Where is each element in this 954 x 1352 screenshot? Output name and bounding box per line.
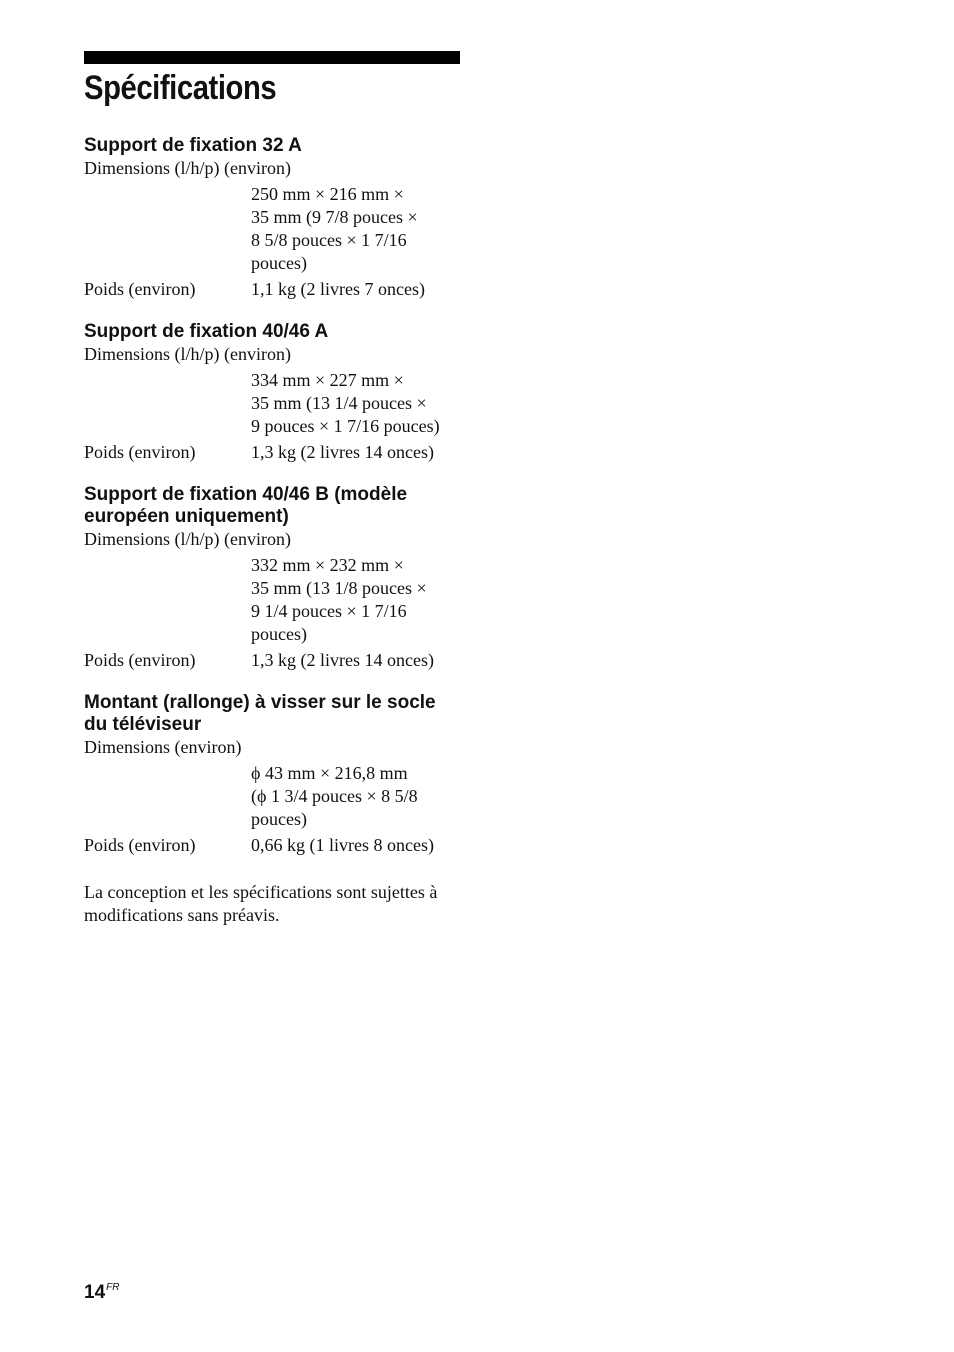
weight-value: 0,66 kg (1 livres 8 onces) bbox=[251, 835, 434, 855]
section-heading: Montant (rallonge) à visser sur le socle du téléviseur bbox=[84, 692, 436, 735]
dimensions-line: 250 mm × 216 mm × bbox=[251, 184, 404, 204]
dimensions-value bbox=[251, 554, 464, 646]
spec-section-32a bbox=[84, 135, 464, 301]
dimensions-line: 334 mm × 227 mm × bbox=[251, 370, 404, 390]
page-number-value: 14 bbox=[84, 1282, 106, 1303]
spec-section-extension-post bbox=[84, 692, 464, 857]
dimensions-line: ϕ 43 mm × 216,8 mm bbox=[251, 763, 408, 783]
weight-label: Poids (environ) bbox=[84, 279, 196, 299]
weight-label: Poids (environ) bbox=[84, 442, 196, 462]
dimensions-line: 8 5/8 pouces × 1 7/16 bbox=[251, 230, 407, 250]
weight-label: Poids (environ) bbox=[84, 650, 196, 670]
weight-row bbox=[84, 441, 464, 464]
dimensions-line: pouces) bbox=[251, 624, 307, 644]
dimensions-line: 35 mm (13 1/8 pouces × bbox=[251, 578, 427, 598]
dimensions-line: 9 pouces × 1 7/16 pouces) bbox=[251, 416, 440, 436]
section-heading: Support de fixation 40/46 B (modèle européen uniquement) bbox=[84, 484, 408, 527]
title-rule bbox=[84, 51, 460, 64]
dimensions-label: Dimensions (l/h/p) (environ) bbox=[84, 344, 291, 364]
dimensions-label: Dimensions (environ) bbox=[84, 737, 242, 757]
page-language-suffix: FR bbox=[106, 1282, 120, 1293]
weight-row bbox=[84, 649, 464, 672]
spec-section-40-46b bbox=[84, 484, 464, 672]
dimensions-value bbox=[251, 369, 464, 438]
weight-value: 1,3 kg (2 livres 14 onces) bbox=[251, 650, 434, 670]
section-heading: Support de fixation 32 A bbox=[84, 135, 302, 156]
dimensions-label: Dimensions (l/h/p) (environ) bbox=[84, 529, 291, 549]
dimensions-line: pouces) bbox=[251, 809, 307, 829]
specifications-list bbox=[84, 135, 464, 927]
dimensions-line: pouces) bbox=[251, 253, 307, 273]
weight-value: 1,3 kg (2 livres 14 onces) bbox=[251, 442, 434, 462]
dimensions-line: 332 mm × 232 mm × bbox=[251, 555, 404, 575]
dimensions-line: (ϕ 1 3/4 pouces × 8 5/8 bbox=[251, 786, 418, 806]
weight-value: 1,1 kg (2 livres 7 onces) bbox=[251, 279, 425, 299]
dimensions-label: Dimensions (l/h/p) (environ) bbox=[84, 158, 291, 178]
dimensions-line: 35 mm (9 7/8 pouces × bbox=[251, 207, 418, 227]
spec-section-40-46a bbox=[84, 321, 464, 464]
section-heading: Support de fixation 40/46 A bbox=[84, 321, 329, 342]
dimensions-line: 9 1/4 pouces × 1 7/16 bbox=[251, 601, 407, 621]
weight-row bbox=[84, 278, 464, 301]
page-title: Spécifications bbox=[84, 69, 277, 107]
weight-row bbox=[84, 834, 464, 857]
dimensions-value bbox=[251, 762, 464, 831]
dimensions-line: 35 mm (13 1/4 pouces × bbox=[251, 393, 427, 413]
page-number bbox=[84, 1281, 119, 1305]
weight-label: Poids (environ) bbox=[84, 835, 196, 855]
disclaimer-note: La conception et les spécifications sont sujettes à modifications sans préavis. bbox=[84, 882, 438, 925]
dimensions-value bbox=[251, 183, 464, 275]
